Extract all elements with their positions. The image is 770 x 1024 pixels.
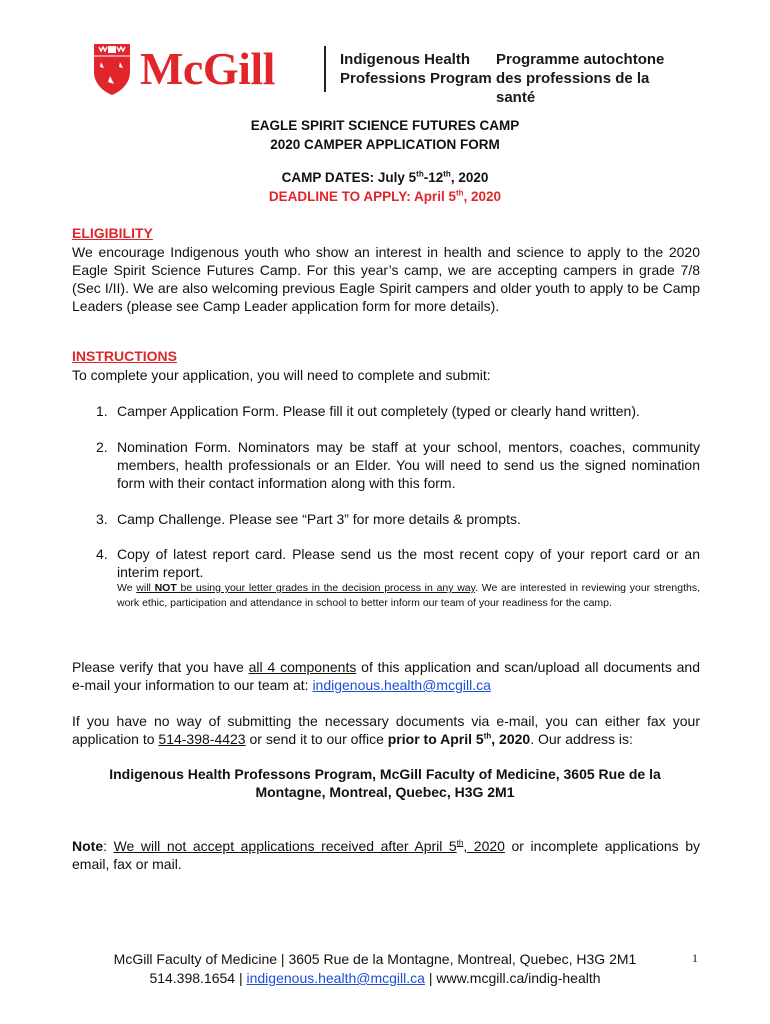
list-item-number: 2. [96,439,108,455]
fax-middle: or send it to our office [245,731,388,747]
fax-suffix: . Our address is: [530,731,633,747]
deadline-prefix: DEADLINE TO APPLY: April 5 [268,189,456,204]
list-item [96,402,700,420]
fax-phone-number: 514-398-4423 [158,731,246,747]
list-item-number: 3. [96,511,108,527]
instructions-intro: To complete your application, you will need to complete and submit: [72,367,491,383]
verify-prefix: Please verify that you have [72,659,249,675]
list-item [96,545,700,611]
fax-prefix: If you have no way of submitting the necessary documents via e-mail, you can either fax your application to [72,713,700,747]
note-underlined-2: be using your letter grades in the decision process in any way [176,582,476,594]
verify-underlined: all 4 components [248,659,357,675]
list-item-text: Copy of latest report card. Please send us the most recent copy of your report card or an interim report. [117,546,700,580]
page-number: 1 [692,951,698,965]
office-address-line1: Indigenous Health Professons Program, McGill Faculty of Medicine, 3605 Rue de la [109,766,661,782]
instructions-heading: INSTRUCTIONS [72,348,177,364]
note-underlined-sup: th [456,838,464,848]
verify-paragraph [72,658,700,694]
list-item-text: Nomination Form. Nominators may be staff at your school, mentors, coaches, community members, health professionals or an Elder. You will need to send us the signed nomination form with their contact information along with this form. [117,439,700,491]
note-suffix: . We are interested in reviewing your strengths, work ethic, participation and attendance in school to better inform our team of your readiness for the camp. [117,582,700,609]
list-item-number: 4. [96,546,108,562]
contact-email-link[interactable]: indigenous.health@mcgill.ca [312,677,491,693]
note-suffix-text: or incomplete applications by email, fax or mail. [72,838,700,872]
note-underlined-suffix: , 2020 [463,838,505,854]
fax-deadline: prior to April 5 [387,731,484,747]
header-divider [324,46,326,92]
camp-dates-prefix: CAMP DATES: July 5 [281,170,417,185]
footer-contact [0,969,750,988]
deadline-suffix: , 2020 [463,189,502,204]
footer-phone: 514.398.1654 | [149,970,247,986]
deadline-sup: th [455,188,464,198]
department-name-french [496,50,692,107]
camp-dates-sup1: th [416,169,424,179]
camp-dates-mid: -12 [423,170,444,185]
letterhead [92,42,692,106]
camp-dates [0,170,770,185]
department-fr-line2: des professions de la santé [496,70,650,106]
fax-paragraph [72,712,700,748]
form-title-line2: 2020 CAMPER APPLICATION FORM [270,137,500,152]
note-underlined-prefix: We will not accept applications received after April 5 [113,838,457,854]
note-colon: : [103,838,114,854]
fax-deadline-sup: th [483,731,492,741]
mcgill-shield-icon [92,42,132,96]
footer-website: | www.mcgill.ca/indig-health [424,970,601,986]
form-title-line1: EAGLE SPIRIT SCIENCE FUTURES CAMP [250,118,520,133]
note-prefix: We [117,582,137,594]
note-paragraph [72,837,700,873]
fax-deadline-suffix: , 2020 [491,731,531,747]
list-item [96,510,700,528]
list-item-number: 1. [96,403,108,419]
note-underlined-1: will [136,582,155,594]
footer-address: McGill Faculty of Medicine | 3605 Rue de la Montagne, Montreal, Quebec, H3G 2M1 [113,951,637,967]
application-deadline [0,189,770,204]
department-en-line1: Indigenous Health [340,51,471,68]
office-address-line2: Montagne, Montreal, Quebec, H3G 2M1 [255,784,515,800]
footer-email-link[interactable]: indigenous.health@mcgill.ca [246,970,425,986]
verify-middle: of this application and scan/upload all documents and e-mail your information to our team at: [72,659,700,693]
camp-dates-suffix: , 2020 [450,170,489,185]
department-name-english [340,50,492,88]
department-fr-line1: Programme autochtone [496,51,665,68]
report-card-note [117,581,700,611]
note-bold-not: NOT [154,582,177,594]
list-item [96,438,700,492]
eligibility-heading: ELIGIBILITY [72,225,153,241]
list-item-text: Camp Challenge. Please see “Part 3” for more details & prompts. [117,511,521,527]
department-en-line2: Professions Program [340,70,492,87]
eligibility-text: We encourage Indigenous youth who show an interest in health and science to apply to the 2020 Eagle Spirit Science Futures Camp. For this year’s camp, we are accepting campers in grade 7/8 (Sec I/II). We are also welcoming previous Eagle Spirit campers and older youth to apply to be Camp Leaders (please see Camp Leader application form for more details). [72,244,700,314]
brand-wordmark: McGill [140,43,275,94]
camp-dates-sup2: th [443,169,451,179]
note-label: Note [72,838,104,854]
list-item-text: Camper Application Form. Please fill it out completely (typed or clearly hand written). [117,403,640,419]
